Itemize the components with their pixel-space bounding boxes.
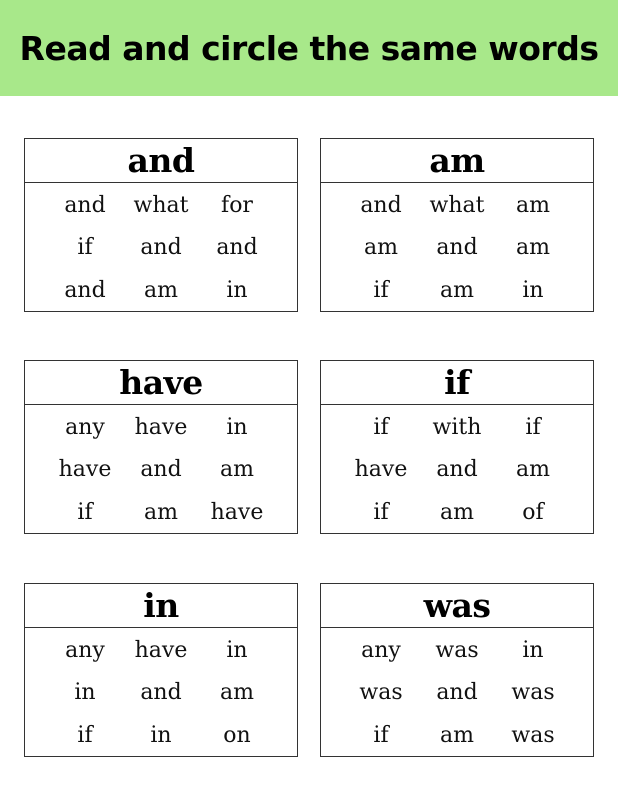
word-item[interactable]: am xyxy=(440,722,474,748)
word-card-if xyxy=(320,360,594,534)
word-item[interactable]: am xyxy=(144,277,178,303)
word-item[interactable]: am xyxy=(364,235,398,261)
card-target-word: if xyxy=(321,361,593,405)
word-item[interactable]: was xyxy=(435,637,479,663)
word-item[interactable]: if xyxy=(373,277,389,303)
card-target-word: am xyxy=(321,139,593,183)
word-item[interactable]: am xyxy=(516,457,550,483)
word-grid xyxy=(25,628,297,757)
word-item[interactable]: with xyxy=(432,414,482,440)
word-item[interactable]: have xyxy=(58,457,112,483)
word-item[interactable]: of xyxy=(522,499,544,525)
card-target-word: have xyxy=(25,361,297,405)
word-item[interactable]: and xyxy=(64,277,106,303)
word-item[interactable]: am xyxy=(440,499,474,525)
word-item[interactable]: and xyxy=(436,680,478,706)
word-item[interactable]: any xyxy=(65,637,105,663)
word-item[interactable]: am xyxy=(144,499,178,525)
word-item[interactable]: have xyxy=(134,637,188,663)
word-item[interactable]: am xyxy=(220,680,254,706)
word-card-in xyxy=(24,583,298,757)
word-item[interactable]: have xyxy=(354,457,408,483)
word-item[interactable]: for xyxy=(221,192,253,218)
word-grid xyxy=(25,405,297,534)
word-item[interactable]: what xyxy=(133,192,189,218)
word-item[interactable]: any xyxy=(65,414,105,440)
word-item[interactable]: and xyxy=(64,192,106,218)
word-item[interactable]: and xyxy=(360,192,402,218)
word-item[interactable]: in xyxy=(522,637,544,663)
word-item[interactable]: if xyxy=(373,722,389,748)
word-item[interactable]: any xyxy=(361,637,401,663)
word-item[interactable]: and xyxy=(216,235,258,261)
word-card-and xyxy=(24,138,298,312)
word-item[interactable]: and xyxy=(140,680,182,706)
word-item[interactable]: in xyxy=(150,722,172,748)
word-card-was xyxy=(320,583,594,757)
word-item[interactable]: and xyxy=(436,457,478,483)
word-item[interactable]: what xyxy=(429,192,485,218)
word-item[interactable]: in xyxy=(226,414,248,440)
page-title: Read and circle the same words xyxy=(19,28,599,68)
word-item[interactable]: am xyxy=(220,457,254,483)
word-item[interactable]: if xyxy=(373,414,389,440)
word-item[interactable]: and xyxy=(140,235,182,261)
word-item[interactable]: am xyxy=(516,235,550,261)
card-target-word: was xyxy=(321,584,593,628)
word-item[interactable]: if xyxy=(525,414,541,440)
page-header xyxy=(0,0,618,96)
word-item[interactable]: was xyxy=(511,680,555,706)
word-item[interactable]: in xyxy=(226,277,248,303)
word-item[interactable]: if xyxy=(77,499,93,525)
word-item[interactable]: in xyxy=(522,277,544,303)
word-item[interactable]: and xyxy=(436,235,478,261)
word-item[interactable]: was xyxy=(359,680,403,706)
word-item[interactable]: if xyxy=(77,235,93,261)
word-item[interactable]: if xyxy=(77,722,93,748)
word-grid xyxy=(25,183,297,312)
card-target-word: in xyxy=(25,584,297,628)
word-grid xyxy=(321,628,593,757)
word-item[interactable]: and xyxy=(140,457,182,483)
word-item[interactable]: if xyxy=(373,499,389,525)
word-grid xyxy=(321,405,593,534)
word-grid xyxy=(321,183,593,312)
word-item[interactable]: was xyxy=(511,722,555,748)
word-item[interactable]: am xyxy=(516,192,550,218)
word-card-have xyxy=(24,360,298,534)
word-item[interactable]: am xyxy=(440,277,474,303)
word-item[interactable]: on xyxy=(223,722,251,748)
word-item[interactable]: in xyxy=(74,680,96,706)
word-card-am xyxy=(320,138,594,312)
card-target-word: and xyxy=(25,139,297,183)
word-item[interactable]: have xyxy=(134,414,188,440)
word-item[interactable]: have xyxy=(210,499,264,525)
word-item[interactable]: in xyxy=(226,637,248,663)
